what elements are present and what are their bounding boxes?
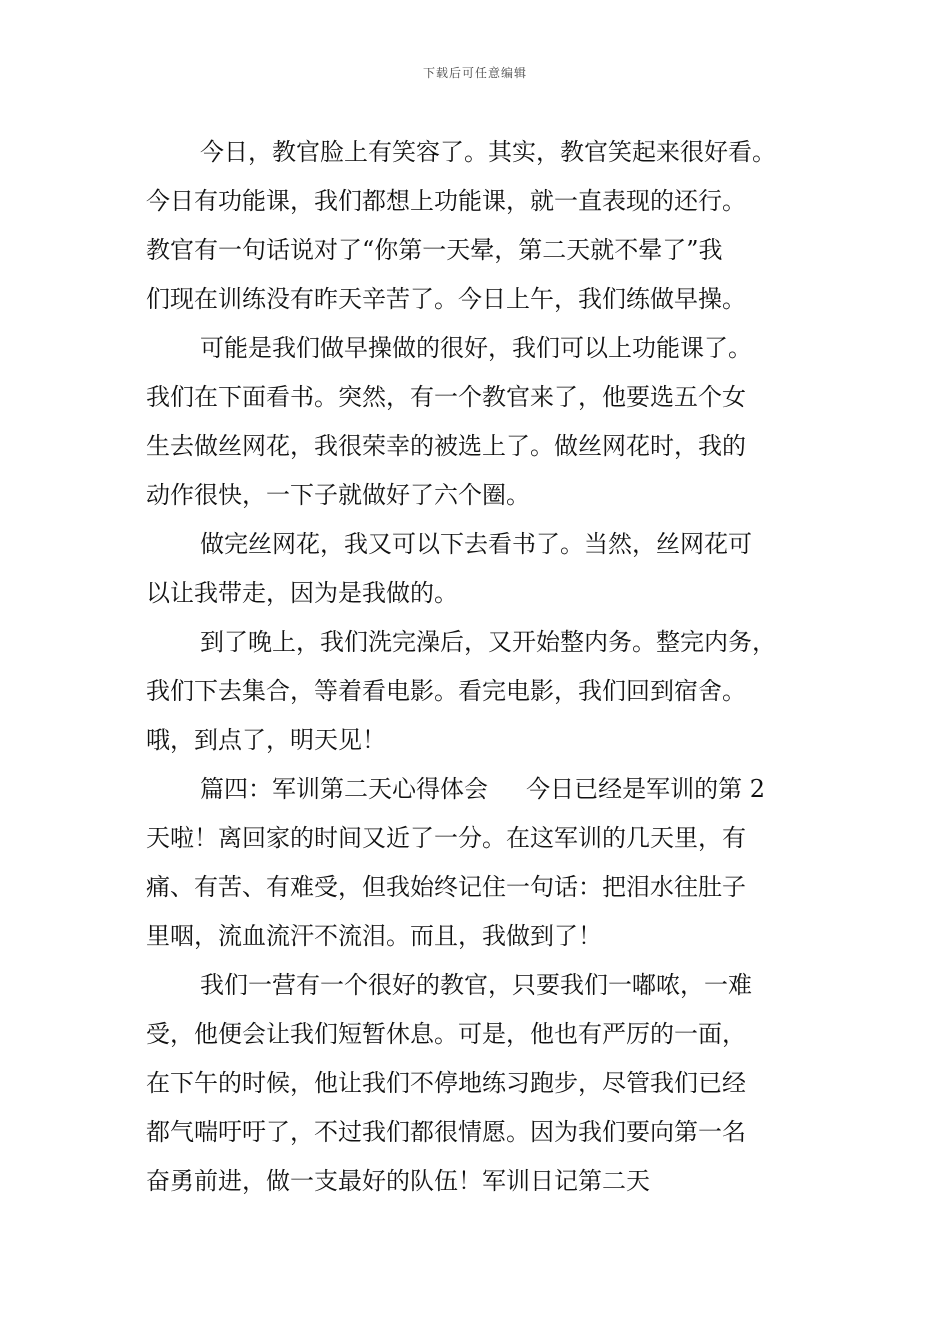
- page-header: 下载后可任意编辑: [422, 66, 527, 80]
- text-line: 今日，教官脸上有笑容了。其实，教官笑起来很好看。: [200, 138, 776, 166]
- text-line: 篇四：军训第二天心得体会 今日已经是军训的第 2: [200, 775, 766, 803]
- text-line: 可能是我们做早操做的很好，我们可以上功能课了。: [200, 334, 752, 362]
- text-line: 奋勇前进，做一支最好的队伍！军训日记第二天: [146, 1167, 650, 1195]
- text-line: 都气喘吁吁了，不过我们都很情愿。因为我们要向第一名: [146, 1118, 746, 1146]
- text-line: 以让我带走，因为是我做的。: [146, 579, 458, 607]
- text-line: 天啦！离回家的时间又近了一分。在这军训的几天里，有: [146, 824, 746, 852]
- text-line: 在下午的时候，他让我们不停地练习跑步，尽管我们已经: [146, 1069, 746, 1097]
- document-body: [146, 128, 826, 1206]
- text-line: 里咽，流血流汗不流泪。而且，我做到了！: [146, 922, 602, 950]
- text-line: 们现在训练没有昨天辛苦了。今日上午，我们练做早操。: [146, 285, 746, 313]
- text-line: 受，他便会让我们短暂休息。可是，他也有严厉的一面，: [146, 1020, 746, 1048]
- text-line: 做完丝网花，我又可以下去看书了。当然，丝网花可: [200, 530, 752, 558]
- text-line: 哦，到点了，明天见！: [146, 726, 386, 754]
- text-line: 今日有功能课，我们都想上功能课，就一直表现的还行。: [146, 187, 746, 215]
- text-line: 教官有一句话说对了“你第一天晕，第二天就不晕了”我: [146, 236, 723, 264]
- text-line: 我们下去集合，等着看电影。看完电影，我们回到宿舍。: [146, 677, 746, 705]
- text-line: 我们在下面看书。突然，有一个教官来了，他要选五个女: [146, 383, 746, 411]
- text-line: 生去做丝网花，我很荣幸的被选上了。做丝网花时，我的: [146, 432, 746, 460]
- text-line: 到了晚上，我们洗完澡后，又开始整内务。整完内务，: [200, 628, 776, 656]
- text-line: 我们一营有一个很好的教官，只要我们一嘟哝，一难: [200, 971, 752, 999]
- text-line: 动作很快，一下子就做好了六个圈。: [146, 481, 530, 509]
- text-line: 痛、有苦、有难受，但我始终记住一句话：把泪水往肚子: [146, 873, 746, 901]
